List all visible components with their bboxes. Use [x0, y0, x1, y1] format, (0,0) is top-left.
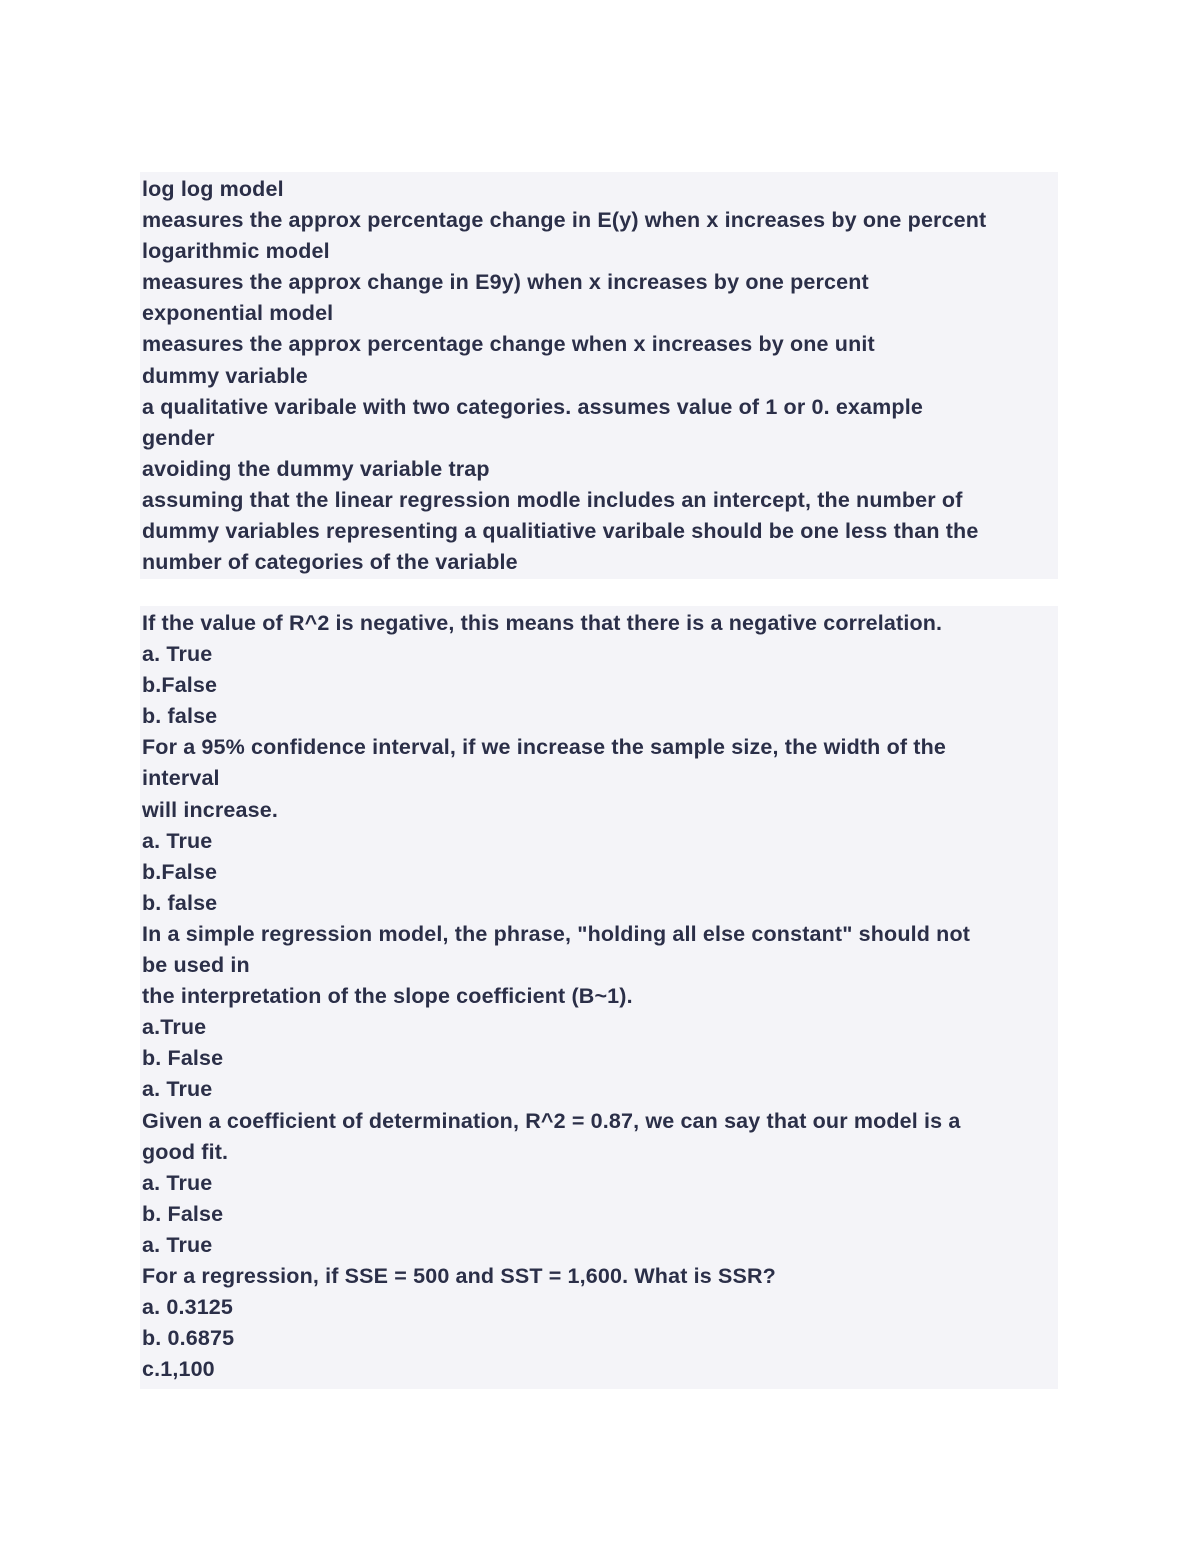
- question-text: For a regression, if SSE = 500 and SST = 1,600. What is SSR?: [142, 1263, 776, 1288]
- question-text: Given a coefficient of determination, R^2 = 0.87, we can say that our model is a: [142, 1108, 961, 1133]
- text-line: measures the approx percentage change in E(y) when x increases by one percent: [142, 208, 987, 233]
- answer-option: a. True: [142, 642, 213, 667]
- text-line: assuming that the linear regression modle includes an intercept, the number of: [142, 487, 963, 512]
- answer-key: a. True: [142, 1077, 213, 1102]
- question-text: good fit.: [142, 1139, 229, 1164]
- question-text: In a simple regression model, the phrase, "holding all else constant" should not: [142, 921, 971, 946]
- question-text: will increase.: [142, 797, 278, 822]
- text-line: dummy variables representing a qualitiative varibale should be one less than the: [142, 519, 979, 544]
- text-line: measures the approx percentage change when x increases by one unit: [142, 332, 875, 357]
- text-line: log log model: [142, 177, 284, 201]
- text-line: a qualitative varibale with two categories. assumes value of 1 or 0. example: [142, 394, 923, 419]
- question-text: be used in: [142, 953, 250, 978]
- question-text: the interpretation of the slope coefficient (B~1).: [142, 984, 633, 1009]
- answer-option: a. True: [142, 828, 213, 853]
- answer-option: a.True: [142, 1015, 207, 1040]
- answer-option: b. 0.6875: [142, 1326, 235, 1351]
- text-line: avoiding the dummy variable trap: [142, 456, 490, 481]
- question-text: For a 95% confidence interval, if we increase the sample size, the width of the: [142, 735, 946, 760]
- text-line: measures the approx change in E9y) when x increases by one percent: [142, 270, 869, 295]
- question-text: interval: [142, 766, 220, 791]
- text-block-questions: [140, 606, 1058, 1389]
- answer-key: b. false: [142, 704, 218, 729]
- answer-option: b. False: [142, 1201, 224, 1226]
- text-line: exponential model: [142, 301, 334, 326]
- text-line: dummy variable: [142, 363, 308, 388]
- answer-key: b. false: [142, 890, 218, 915]
- answer-option: c.1,100: [142, 1357, 215, 1382]
- question-text: If the value of R^2 is negative, this means that there is a negative correlation.: [142, 611, 943, 635]
- answer-key: a. True: [142, 1232, 213, 1257]
- text-line: gender: [142, 425, 215, 450]
- answer-option: b. False: [142, 1046, 224, 1071]
- answer-option: a. True: [142, 1170, 213, 1195]
- answer-option: a. 0.3125: [142, 1295, 234, 1320]
- text-line: number of categories of the variable: [142, 550, 518, 575]
- answer-option: b.False: [142, 673, 218, 698]
- text-line: logarithmic model: [142, 239, 330, 264]
- text-block-definitions: [140, 172, 1058, 579]
- answer-option: b.False: [142, 859, 218, 884]
